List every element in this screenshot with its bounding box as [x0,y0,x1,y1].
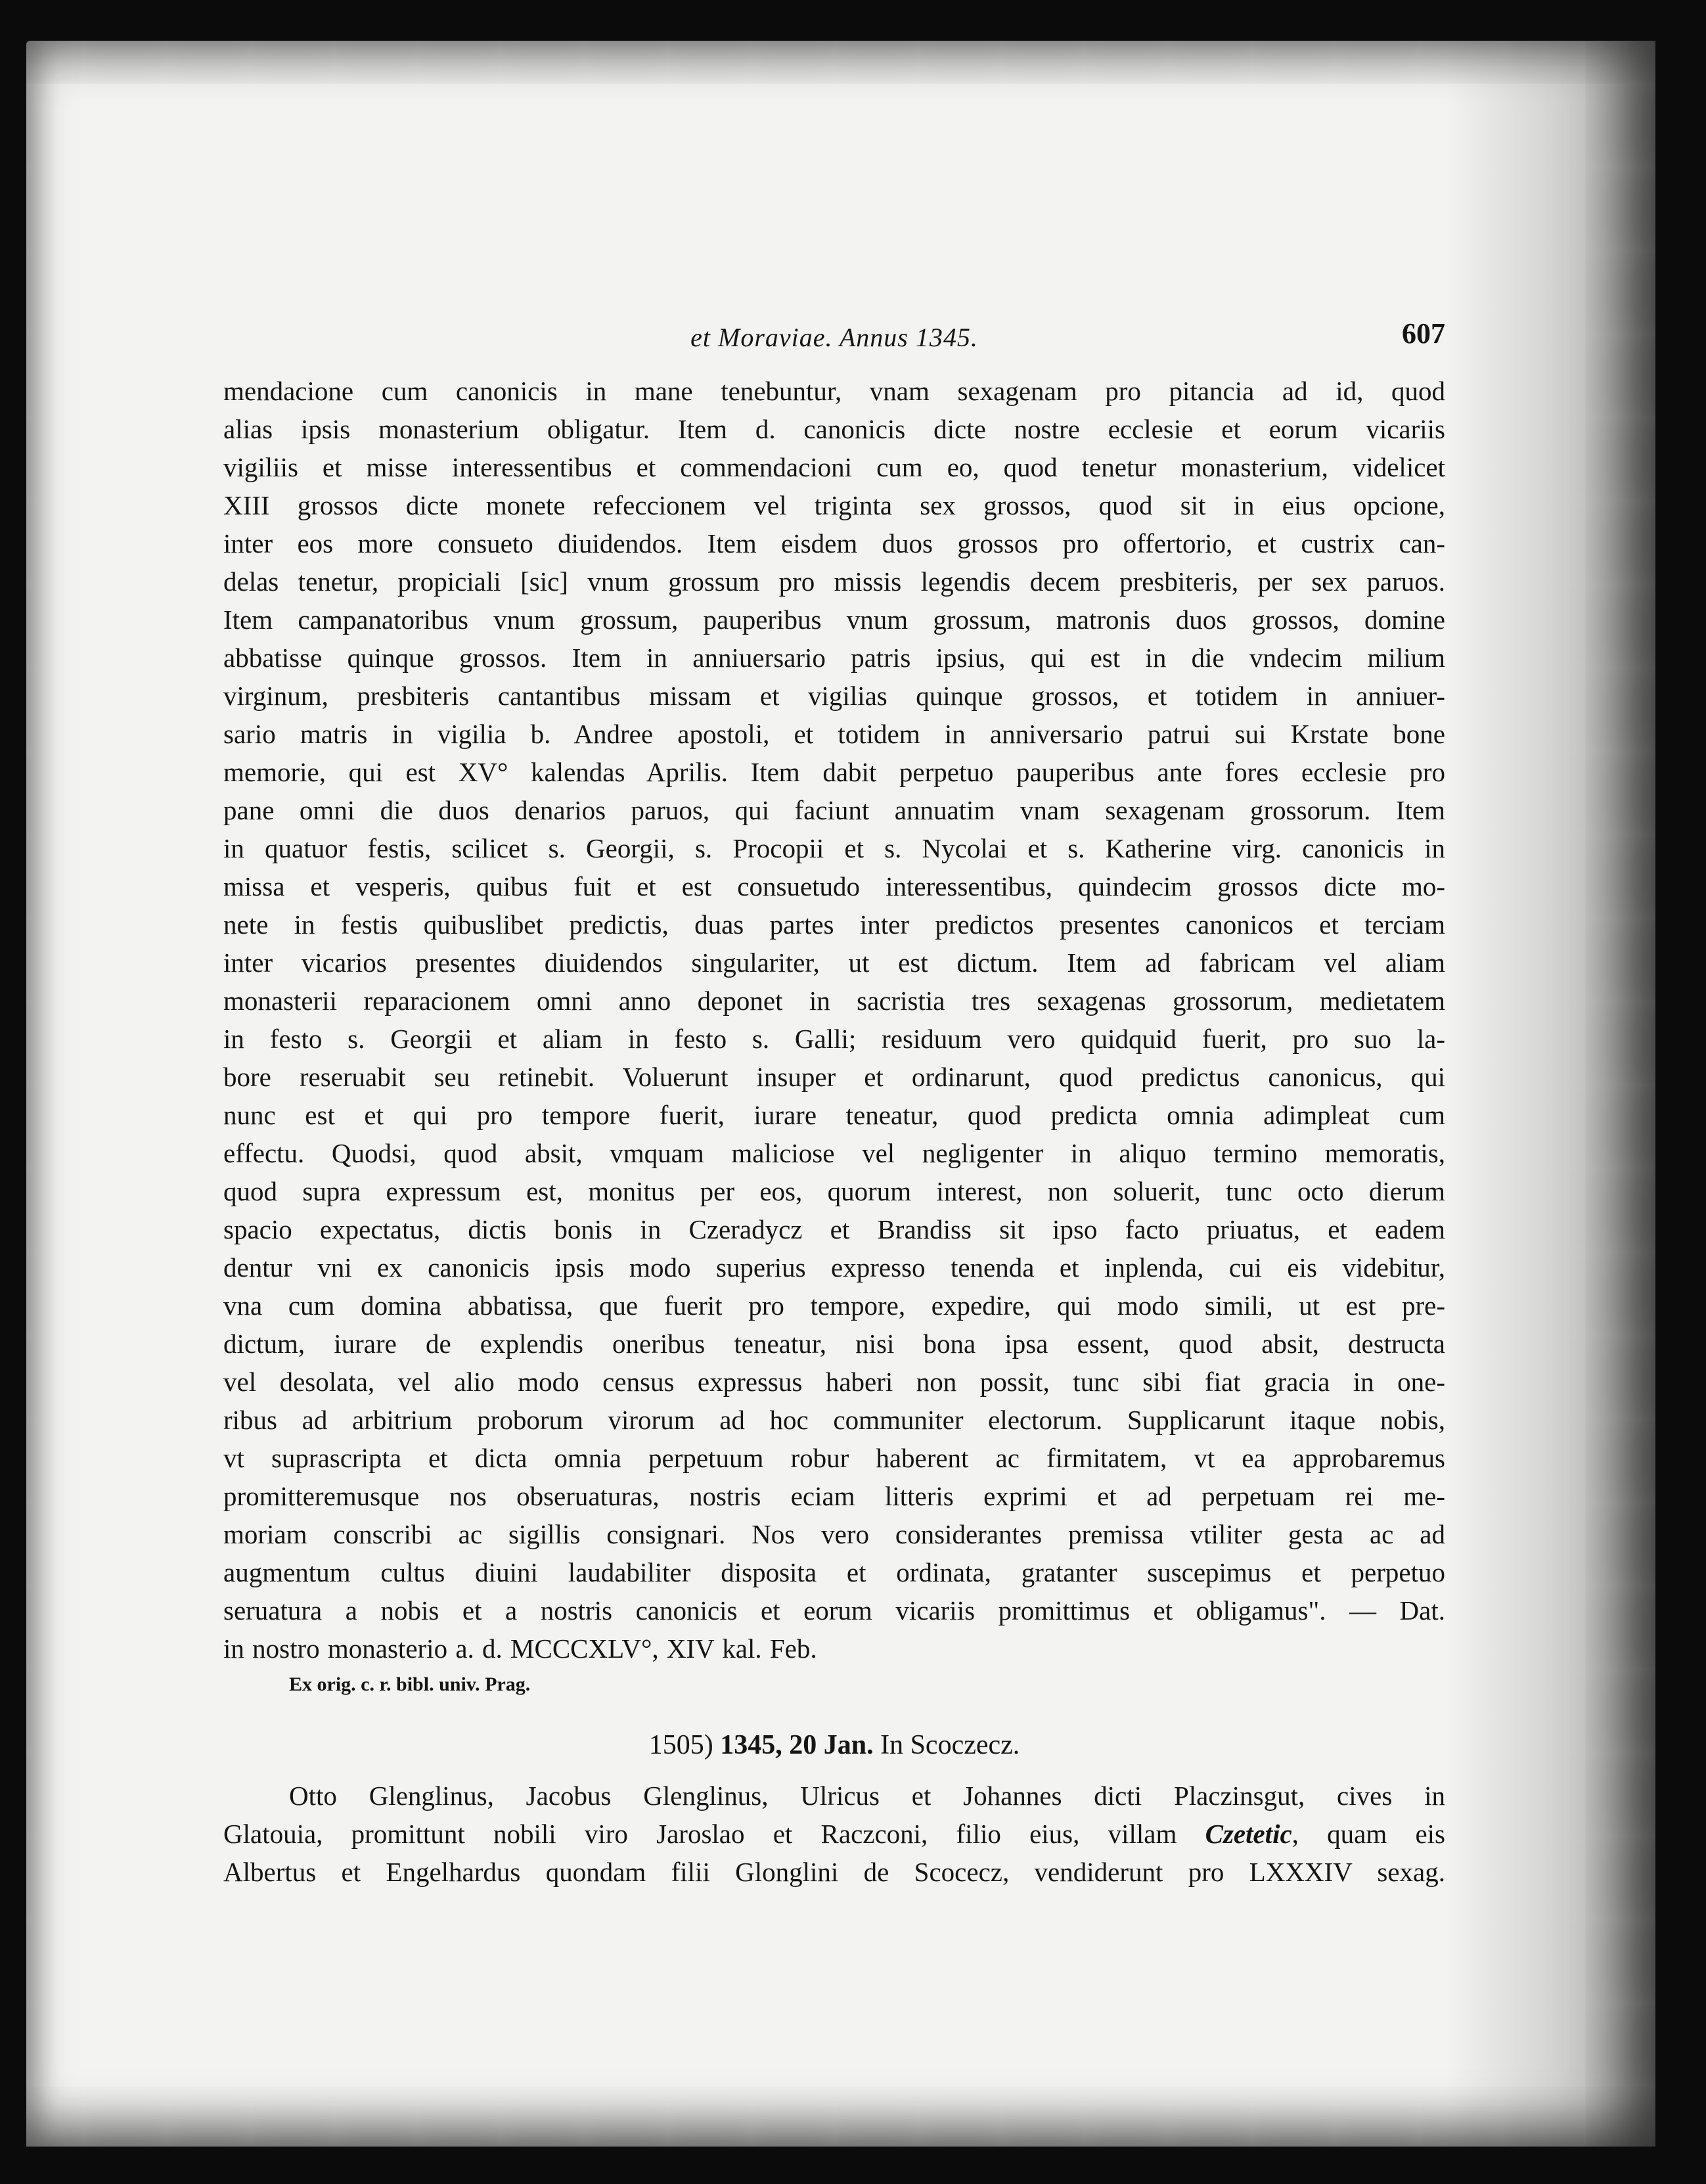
text-line: pane omni die duos denarios paruos, qui faciunt annuatim vnam sexagenam grossorum. Item [223,795,1445,825]
text-line: missa et vesperis, quibus fuit et est consuetudo interessentibus, quindecim grossos dicte mo- [223,871,1445,901]
text-line: effectu. Quodsi, quod absit, vmquam maliciose vel negligenter in aliquo termino memoratis, [223,1138,1445,1168]
entry-line-text: , quam eis [1291,1819,1446,1849]
entry-summary [223,1777,1445,1891]
entry-place: In Scoczecz. [880,1730,1020,1760]
running-head [223,317,1445,363]
text-line: bore reseruabit seu retinebit. Voluerunt insuper et ordinarunt, quod predictus canonicus, qui [223,1062,1445,1092]
text-line: ribus ad arbitrium proborum virorum ad hoc communiter electorum. Supplicarunt itaque nobis, [223,1405,1445,1435]
text-line: augmentum cultus diuini laudabiliter disposita et ordinata, gratanter suscepimus et perpetuo [223,1557,1445,1587]
entry-line-text: Glatouia, promittunt nobili viro Jaroslao et Raczconi, filio eius, villam [223,1819,1205,1849]
text-line: dictum, iurare de explendis oneribus teneatur, nisi bona ipsa essent, quod absit, destructa [223,1329,1445,1359]
text-line: mendacione cum canonicis in mane tenebuntur, vnam sexagenam pro pitancia ad id, quod [223,376,1445,406]
text-line: nete in festis quibuslibet predictis, duas partes inter predictos presentes canonicos et terciam [223,909,1445,940]
text-line: inter eos more consueto diuidendos. Item eisdem duos grossos pro offertorio, et custrix can- [223,528,1445,558]
entry-date: 1345, 20 Jan. [720,1730,874,1760]
text-line: promitteremusque nos obseruaturas, nostris eciam litteris exprimi et ad perpetuam rei me- [223,1481,1445,1511]
page-number: 607 [1402,317,1445,350]
text-line: XIII grossos dicte monete refeccionem vel triginta sex grossos, quod sit in eius opcione, [223,490,1445,520]
text-line: monasterii reparacionem omni anno deponet in sacristia tres sexagenas grossorum, medietatem [223,986,1445,1016]
entry-heading [223,1725,1445,1765]
source-note: Ex orig. c. r. bibl. univ. Prag. [289,1673,531,1695]
text-line: virginum, presbiteris cantantibus missam et vigilias quinque grossos, et totidem in anniuer- [223,681,1445,711]
entry-number: 1505) [648,1730,713,1760]
text-line: vel desolata, vel alio modo census expressus haberi non possit, tunc sibi fiat gracia in one- [223,1367,1445,1397]
text-line: in nostro monasterio a. d. MCCCXLV°, XIV kal. Feb. [223,1633,817,1664]
entry-line [223,1815,1445,1853]
text-line: quod supra expressum est, monitus per eos, quorum interest, non soluerit, tunc octo dierum [223,1176,1445,1206]
text-line: dentur vni ex canonicis ipsis modo superius expresso tenenda et inplenda, cui eis videbitur, [223,1252,1445,1283]
entry-line [223,1853,1445,1891]
page-content [223,317,1445,1891]
text-line: in quatuor festis, scilicet s. Georgii, s. Procopii et s. Nycolai et s. Katherine virg. canonicis in [223,833,1445,863]
place-name-italic: Czetetic [1205,1819,1292,1849]
text-line: delas tenetur, propiciali [sic] vnum grossum pro missis legendis decem presbiteris, per sex paruos. [223,566,1445,597]
running-head-title: et Moraviae. Annus 1345. [690,323,978,352]
entry-line-text: Albertus et Engelhardus quondam filii Glonglini de Scocecz, vendiderunt pro LXXXIV sexag. [223,1857,1445,1887]
entry-line [223,1777,1445,1815]
text-line: vt suprascripta et dicta omnia perpetuum robur haberent ac firmitatem, vt ea approbaremus [223,1443,1445,1473]
text-line: in festo s. Georgii et aliam in festo s. Galli; residuum vero quidquid fuerit, pro suo la- [223,1024,1445,1054]
text-line: alias ipsis monasterium obligatur. Item d. canonicis dicte nostre ecclesie et eorum vicariis [223,414,1445,444]
text-line: abbatisse quinque grossos. Item in anniuersario patris ipsius, qui est in die vndecim milium [223,643,1445,673]
text-line: moriam conscribi ac sigillis consignari. Nos vero considerantes premissa vtiliter gesta ac ad [223,1519,1445,1549]
text-line: memorie, qui est XV° kalendas Aprilis. Item dabit perpetuo pauperibus ante fores ecclesie pro [223,757,1445,787]
text-line: nunc est et qui pro tempore fuerit, iurare teneatur, quod predicta omnia adimpleat cum [223,1100,1445,1130]
text-line: vna cum domina abbatissa, que fuerit pro tempore, expedire, qui modo simili, ut est pre- [223,1290,1445,1321]
charter-text [223,372,1445,1668]
entry-line-text: Otto Glenglinus, Jacobus Glenglinus, Ulricus et Johannes dicti Placzinsgut, cives in [289,1781,1445,1811]
text-line: inter vicarios presentes diuidendos singulariter, ut est dictum. Item ad fabricam vel aliam [223,947,1445,978]
text-line: Item campanatoribus vnum grossum, pauperibus vnum grossum, matronis duos grossos, domine [223,604,1445,635]
text-line: sario matris in vigilia b. Andree apostoli, et totidem in anniversario patrui sui Krstate bone [223,719,1445,749]
text-line: vigiliis et misse interessentibus et commendacioni cum eo, quod tenetur monasterium, videlicet [223,452,1445,482]
text-line: spacio expectatus, dictis bonis in Czeradycz et Brandiss sit ipso facto priuatus, et eadem [223,1214,1445,1244]
book-page [26,41,1655,2147]
text-line: seruatura a nobis et a nostris canonicis et eorum vicariis promittimus et obligamus". — Dat. [223,1595,1445,1626]
